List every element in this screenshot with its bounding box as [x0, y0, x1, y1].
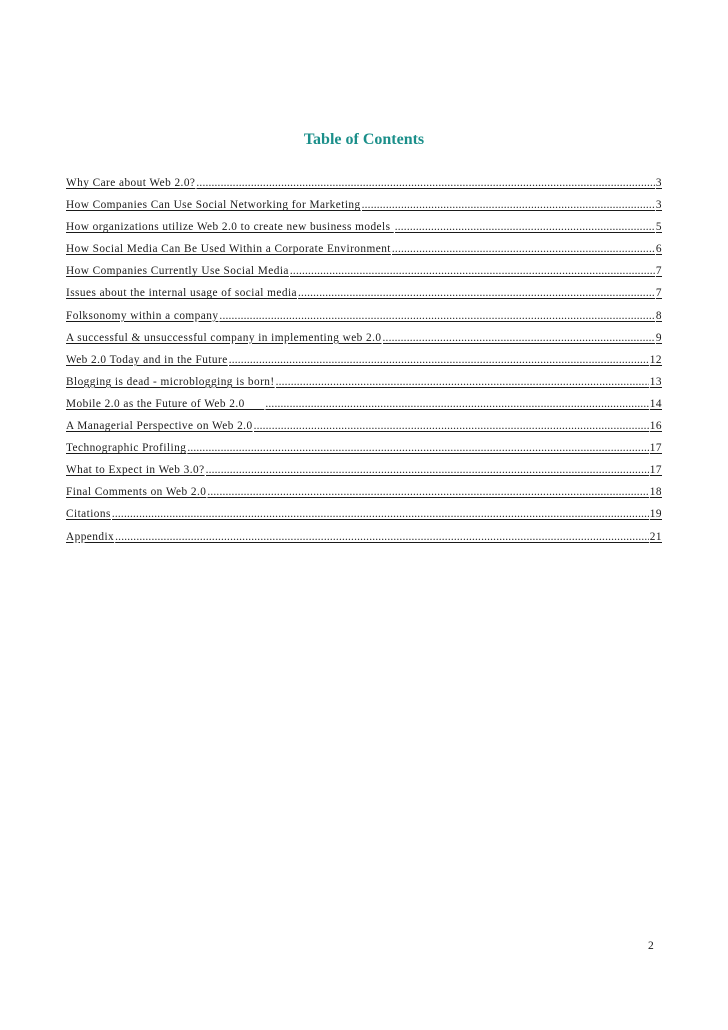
toc-entry-label: How Companies Currently Use Social Media: [66, 265, 289, 278]
toc-entry-page: 6: [655, 243, 662, 256]
page-number: 2: [648, 940, 654, 952]
toc-entry-page: 7: [655, 287, 662, 300]
toc-entry-appendix[interactable]: [66, 531, 662, 553]
toc-dot-leader: [383, 332, 655, 344]
toc-entry-why-care-about-web-2[interactable]: [66, 177, 662, 199]
toc-entry-label: Citations: [66, 508, 111, 521]
toc-entry-web-2-today-and-future[interactable]: [66, 354, 662, 376]
toc-entry-page: 21: [649, 530, 662, 543]
toc-entry-page: 17: [649, 464, 662, 477]
toc-entry-folksonomy[interactable]: [66, 310, 662, 332]
toc-dot-leader: [362, 199, 655, 211]
toc-entry-page: 12: [649, 353, 662, 366]
toc-entry-label: Appendix: [66, 530, 115, 543]
toc-dot-leader: [115, 531, 649, 543]
table-of-contents: [66, 177, 662, 553]
toc-entry-mobile-2[interactable]: [66, 398, 662, 420]
toc-entry-label: What to Expect in Web 3.0?: [66, 464, 205, 477]
toc-dot-leader: [254, 420, 649, 432]
toc-entry-internal-usage-issues[interactable]: [66, 287, 662, 309]
toc-entry-page: 7: [655, 265, 662, 278]
toc-dot-leader: [187, 442, 648, 454]
toc-entry-label: Blogging is dead - microblogging is born!: [66, 375, 275, 388]
toc-entry-managerial-perspective[interactable]: [66, 420, 662, 442]
toc-entry-web-3[interactable]: [66, 464, 662, 486]
toc-entry-page: 17: [649, 442, 662, 455]
toc-entry-page: 19: [649, 508, 662, 521]
toc-dot-leader: [207, 486, 648, 498]
toc-entry-page: 9: [655, 331, 662, 344]
toc-entry-page: 13: [649, 375, 662, 388]
toc-entry-label: Final Comments on Web 2.0: [66, 486, 207, 499]
toc-entry-label: Technographic Profiling: [66, 442, 187, 455]
toc-entry-label: How organizations utilize Web 2.0 to create new business models: [66, 221, 394, 234]
toc-entry-final-comments[interactable]: [66, 486, 662, 508]
toc-entry-label: Issues about the internal usage of social media: [66, 287, 298, 300]
toc-entry-label: Folksonomy within a company: [66, 309, 219, 322]
toc-entry-label: A Managerial Perspective on Web 2.0: [66, 420, 253, 433]
toc-entry-page: 18: [649, 486, 662, 499]
toc-entry-microblogging[interactable]: [66, 376, 662, 398]
toc-entry-label: A successful & unsuccessful company in implementing web 2.0: [66, 331, 382, 344]
toc-entry-citations[interactable]: [66, 508, 662, 530]
toc-dot-leader: [265, 398, 648, 410]
toc-entry-successful-unsuccessful-company[interactable]: [66, 332, 662, 354]
toc-dot-leader: [290, 265, 655, 277]
toc-dot-leader: [298, 287, 655, 299]
toc-entry-label: Why Care about Web 2.0?: [66, 177, 196, 189]
toc-dot-leader: [276, 376, 649, 388]
toc-entry-page: 3: [655, 177, 662, 189]
toc-dot-leader: [392, 243, 655, 255]
toc-entry-label: How Social Media Can Be Used Within a Corporate Environment: [66, 243, 391, 256]
toc-entry-label: Mobile 2.0 as the Future of Web 2.0: [66, 397, 265, 410]
page-title: Table of Contents: [303, 131, 425, 148]
toc-entry-social-networking-marketing[interactable]: [66, 199, 662, 221]
toc-entry-label: How Companies Can Use Social Networking for Marketing: [66, 199, 361, 212]
toc-dot-leader: [196, 177, 655, 189]
toc-entry-page: 3: [655, 199, 662, 212]
toc-entry-page: 5: [655, 221, 662, 234]
toc-entry-current-social-media-use[interactable]: [66, 265, 662, 287]
toc-dot-leader: [229, 354, 649, 366]
toc-entry-page: 14: [649, 397, 662, 410]
toc-dot-leader: [112, 508, 649, 520]
toc-entry-label: Web 2.0 Today and in the Future: [66, 353, 228, 366]
toc-dot-leader: [395, 221, 655, 233]
toc-dot-leader: [219, 310, 654, 322]
toc-dot-leader: [206, 464, 649, 476]
toc-entry-page: 8: [655, 309, 662, 322]
toc-entry-corporate-environment[interactable]: [66, 243, 662, 265]
toc-entry-page: 16: [649, 420, 662, 433]
toc-entry-new-business-models[interactable]: [66, 221, 662, 243]
toc-entry-technographic-profiling[interactable]: [66, 442, 662, 464]
